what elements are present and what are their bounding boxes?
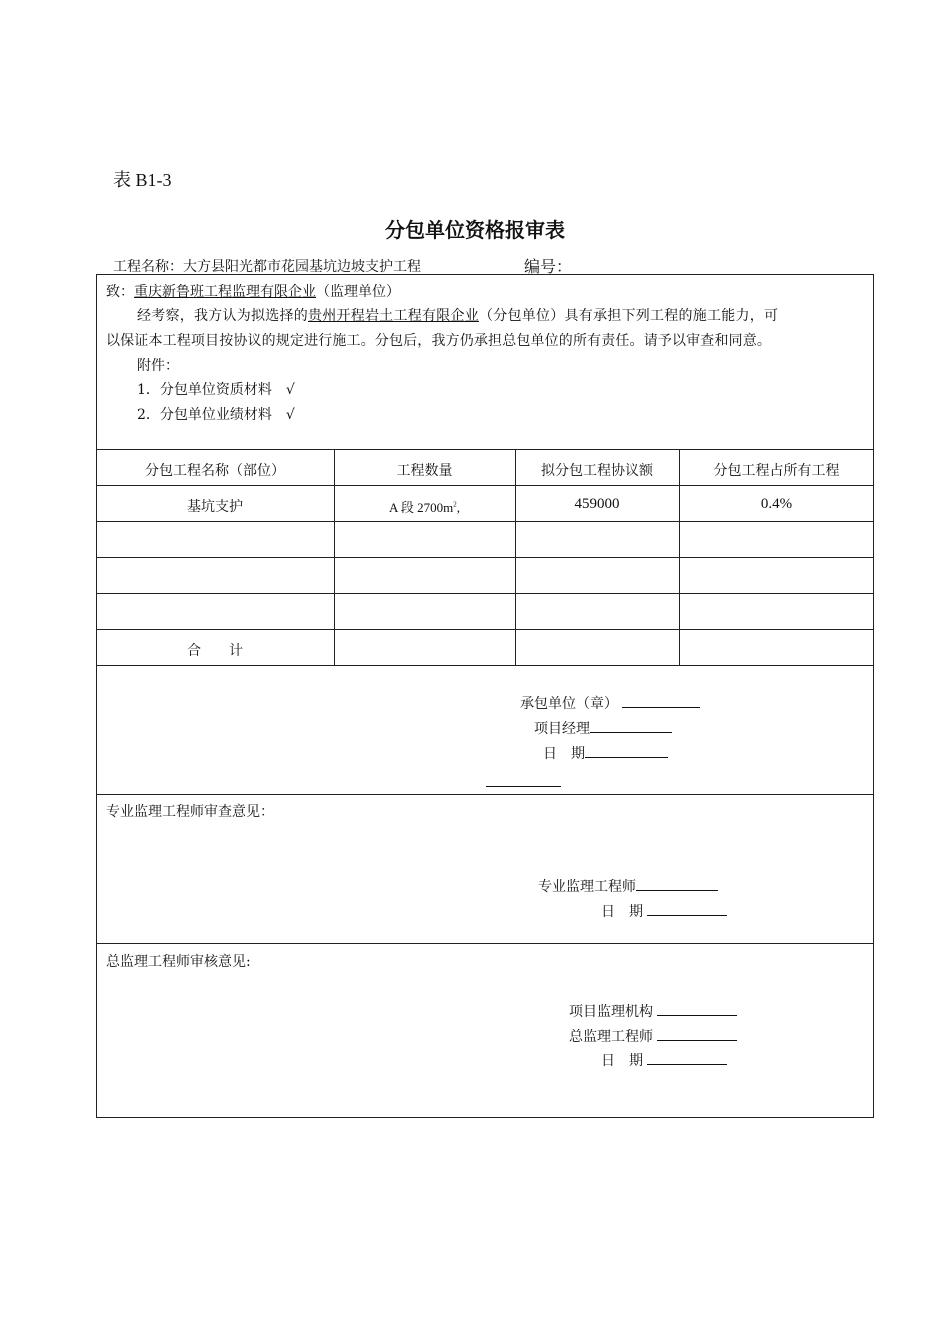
signature-blank — [647, 1050, 727, 1065]
addressee-suffix: （监理单位） — [316, 284, 400, 300]
form-frame — [96, 274, 874, 1118]
signature-blank — [636, 876, 718, 891]
project-label: 工程名称： — [113, 259, 183, 275]
engineer-label: 专业监理工程师 — [538, 879, 636, 895]
divider — [96, 557, 874, 558]
project-manager-line — [534, 718, 672, 738]
quantity-tail: , — [456, 500, 461, 515]
subcontractor-name: 贵州开程岩土工程有限企业 — [308, 308, 479, 324]
divider — [96, 593, 874, 594]
project-manager-label: 项目经理 — [534, 721, 590, 737]
date-label: 日 期 — [601, 1053, 643, 1069]
table-cell-work-name: 基坑支护 — [187, 499, 243, 515]
contractor-date-line — [543, 743, 668, 763]
supervision-org-label: 项目监理机构 — [569, 1004, 653, 1020]
project-name-line — [113, 256, 421, 276]
letter-body-line-2: 以保证本工程项目按协议的规定进行施工。分包后，我方仍承担总包单位的所有责任。请予以审查和同意。 — [106, 333, 772, 349]
contractor-seal-label: 承包单位（章） — [520, 696, 618, 712]
addressee-line — [106, 281, 400, 301]
divider — [96, 485, 874, 486]
engineer-sign-line — [538, 876, 718, 896]
supervision-company: 重庆新鲁班工程监理有限企业 — [134, 284, 316, 300]
total-label: 合 计 — [187, 643, 243, 659]
letter-body-line-1 — [137, 305, 778, 325]
supervision-org-line — [569, 1001, 737, 1021]
column-header: 工程数量 — [396, 463, 453, 479]
divider — [96, 794, 874, 795]
divider — [96, 521, 874, 522]
quantity-unit-superscript: 2 — [453, 500, 457, 509]
project-name: 大方县阳光都市花园基坑边坡支护工程 — [183, 259, 421, 275]
attachments-label: 附件： — [137, 358, 179, 374]
chief-review-label: 总监理工程师审核意见: — [106, 954, 251, 970]
addressee-prefix: 致： — [106, 284, 134, 300]
engineer-review-label: 专业监理工程师审查意见： — [106, 804, 274, 820]
column-divider — [334, 449, 335, 665]
body-text: （分包单位）具有承担下列工程的施工能力，可 — [479, 308, 779, 324]
signature-blank — [622, 693, 700, 708]
signature-blank — [657, 1001, 737, 1016]
signature-blank — [647, 901, 727, 916]
attachment-item: 2．分包单位业绩材料 √ — [137, 407, 295, 423]
divider — [96, 943, 874, 944]
column-divider — [515, 449, 516, 665]
page-title: 分包单位资格报审表 — [385, 218, 565, 242]
contractor-seal-line — [520, 693, 700, 713]
engineer-date-line — [601, 901, 727, 921]
signature-blank — [657, 1026, 737, 1041]
stray-underline — [486, 786, 561, 787]
attachment-item: 1．分包单位资质材料 √ — [137, 382, 295, 398]
chief-engineer-line — [569, 1026, 737, 1046]
body-text: 经考察，我方认为拟选择的 — [137, 308, 308, 324]
signature-blank — [590, 718, 672, 733]
date-label: 日 期 — [543, 746, 585, 762]
table-cell-percent: 0.4% — [760, 496, 793, 512]
chief-engineer-label: 总监理工程师 — [569, 1029, 653, 1045]
chief-date-line — [601, 1050, 727, 1070]
divider — [96, 449, 874, 450]
table-cell-quantity — [334, 497, 515, 516]
date-label: 日 期 — [601, 904, 643, 920]
signature-blank — [585, 743, 668, 758]
column-header: 拟分包工程协议额 — [541, 463, 653, 479]
serial-number-label: 编号： — [524, 257, 573, 276]
divider — [96, 629, 874, 630]
divider — [96, 665, 874, 666]
column-header: 分包工程占所有工程 — [713, 463, 840, 479]
column-divider — [679, 449, 680, 665]
quantity-value: A 段 2700m — [388, 500, 454, 515]
form-number: 表 B1-3 — [113, 170, 172, 190]
table-cell-amount: 459000 — [574, 496, 620, 512]
column-header: 分包工程名称（部位） — [145, 463, 285, 479]
